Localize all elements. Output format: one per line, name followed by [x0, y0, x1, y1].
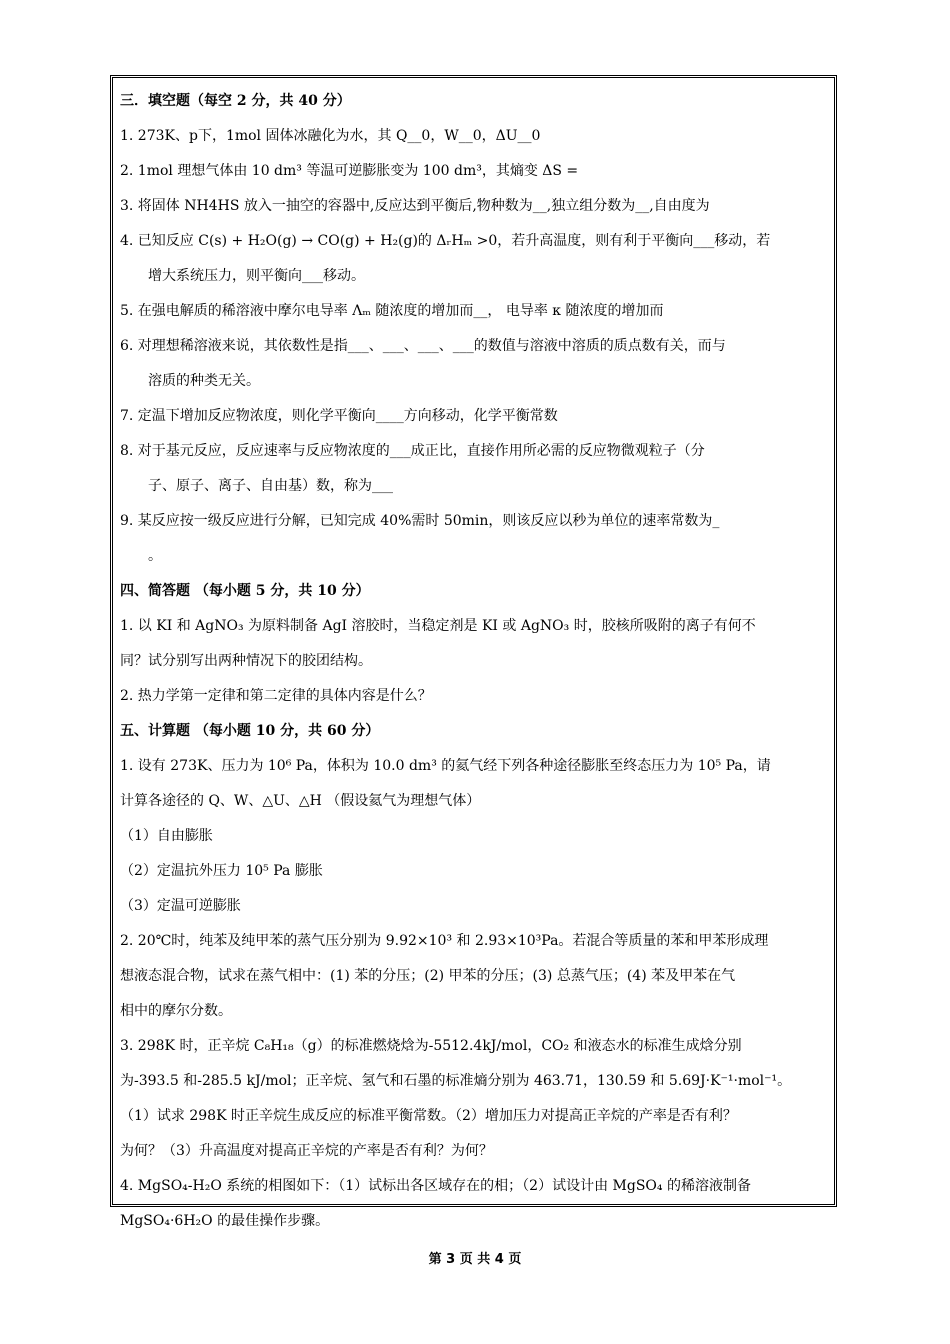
calc-q3-cont: 为-393.5 和-285.5 kJ/mol；正辛烷、氢气和石墨的标准熵分别为 463.71，130.59 和 5.69J·K⁻¹·mol⁻¹。: [120, 1073, 792, 1089]
page-footer: 第 3 页 共 4 页: [428, 1252, 522, 1267]
calc-q3-parts-cont: 为何？（3）升高温度对提高正辛烷的产率是否有利？为何？: [120, 1143, 493, 1159]
calc-q2-cont: 想液态混合物，试求在蒸气相中：(1) 苯的分压；(2) 甲苯的分压；(3) 总蒸气压；(4) 苯及甲苯在气: [120, 968, 736, 984]
exam-content: [120, 84, 832, 1239]
calc-q2: 2. 20℃时，纯苯及纯甲苯的蒸气压分别为 9.92×10³ 和 2.93×10³Pa。若混合等质量的苯和甲苯形成理: [120, 933, 769, 949]
short-section-title: 四、简答题 （每小题 5 分，共 10 分）: [120, 583, 370, 599]
fill-q8: 8. 对于基元反应，反应速率与反应物浓度的___成正比，直接作用所必需的反应物微观粒子（分: [120, 443, 705, 459]
fill-q6: 6. 对理想稀溶液来说，其依数性是指___、___、___、___的数值与溶液中溶质的质点数有关，而与: [120, 338, 726, 354]
fill-q3: 3. 将固体 NH4HS 放入一抽空的容器中,反应达到平衡后,物种数为__,独立组分数为__,自由度为: [120, 198, 710, 214]
short-q1: 1. 以 KI 和 AgNO₃ 为原料制备 AgI 溶胶时，当稳定剂是 KI 或 AgNO₃ 时，胶核所吸附的离子有何不: [120, 618, 756, 634]
calc-section-title: 五、计算题 （每小题 10 分，共 60 分）: [120, 723, 380, 739]
fill-section-title: 三．填空题（每空 2 分，共 40 分）: [120, 93, 351, 109]
fill-q7: 7. 定温下增加反应物浓度，则化学平衡向____方向移动，化学平衡常数: [120, 408, 558, 424]
calc-q4-cont: MgSO₄·6H₂O 的最佳操作步骤。: [120, 1213, 330, 1229]
calc-q1-part3: （3）定温可逆膨胀: [120, 898, 241, 914]
fill-q4: 4. 已知反应 C(s) + H₂O(g) → CO(g) + H₂(g)的 ΔᵣHₘ >0，若升高温度，则有利于平衡向___移动，若: [120, 233, 771, 249]
fill-q2: 2. 1mol 理想气体由 10 dm³ 等温可逆膨胀变为 100 dm³，其熵变 ΔS =: [120, 163, 579, 179]
fill-q1: 1. 273K、p下，1mol 固体冰融化为水，其 Q__0，W__0，ΔU__0: [120, 128, 541, 144]
calc-q1-part1: （1）自由膨胀: [120, 828, 213, 844]
calc-q1-part2: （2）定温抗外压力 10⁵ Pa 膨胀: [120, 863, 323, 879]
fill-q9-cont: 。: [148, 548, 162, 564]
short-q2: 2. 热力学第一定律和第二定律的具体内容是什么？: [120, 688, 432, 704]
calc-q4: 4. MgSO₄-H₂O 系统的相图如下：（1）试标出各区域存在的相；（2）试设计由 MgSO₄ 的稀溶液制备: [120, 1178, 751, 1194]
calc-q3-parts: （1）试求 298K 时正辛烷生成反应的标准平衡常数。（2）增加压力对提高正辛烷的产率是否有利？: [120, 1108, 737, 1124]
fill-q8-cont: 子、原子、离子、自由基）数，称为___: [148, 478, 393, 494]
calc-q2-cont2: 相中的摩尔分数。: [120, 1003, 232, 1019]
fill-q9: 9. 某反应按一级反应进行分解，已知完成 40%需时 50min，则该反应以秒为单位的速率常数为_: [120, 513, 720, 529]
fill-q6-cont: 溶质的种类无关。: [148, 373, 260, 389]
calc-q3: 3. 298K 时，正辛烷 C₈H₁₈（g）的标准燃烧焓为-5512.4kJ/mol，CO₂ 和液态水的标准生成焓分别: [120, 1038, 742, 1054]
fill-q4-cont: 增大系统压力，则平衡向___移动。: [148, 268, 365, 284]
fill-q5: 5. 在强电解质的稀溶液中摩尔电导率 Λₘ 随浓度的增加而__， 电导率 κ 随浓度的增加而: [120, 303, 664, 319]
calc-q1-cont: 计算各途径的 Q、W、△U、△H （假设氦气为理想气体）: [120, 793, 481, 809]
short-q1-cont: 同？试分别写出两种情况下的胶团结构。: [120, 653, 372, 669]
calc-q1: 1. 设有 273K、压力为 10⁶ Pa，体积为 10.0 dm³ 的氦气经下列各种途径膨胀至终态压力为 10⁵ Pa，请: [120, 758, 771, 774]
